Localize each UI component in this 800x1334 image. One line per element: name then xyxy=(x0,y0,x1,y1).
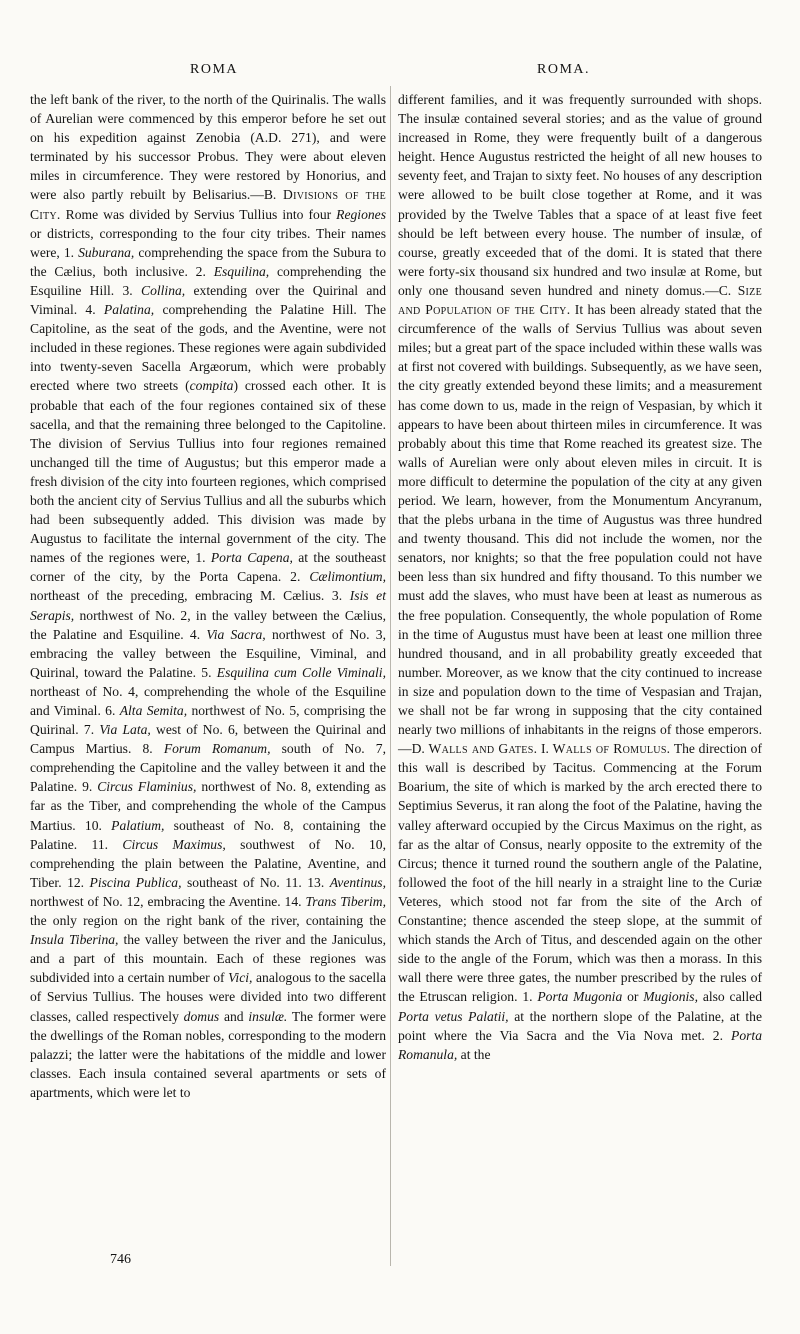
text-run: I. xyxy=(537,741,553,757)
text-run: at the southeast corner of the city, by the Porta Capena. 2. xyxy=(30,550,386,585)
italic-term: Palatium, xyxy=(111,817,165,833)
section-heading: Size and Population of the City. xyxy=(398,282,762,318)
text-run: the only region on the right bank of the river, containing the xyxy=(30,913,386,929)
italic-term: Porta Capena, xyxy=(210,550,293,566)
text-run: northwest of No. 3, embracing the valley between the Esquiline, Viminal, and Quirinal, toward the Palatine. 5. xyxy=(30,626,386,680)
italic-term: Collina, xyxy=(141,282,186,298)
text-run: or xyxy=(622,989,644,1005)
page-number: 746 xyxy=(110,1252,131,1267)
column-divider xyxy=(390,86,391,1266)
text-run: It has been already stated that the circumference of the walls of Servius Tullius was about seven miles; but a great part of the space included within these walls was at first not covered with buildings. Subsequently, as we have seen, the city greatly extended beyond these limits; and a measurement has come down to us, made in the reign of Vespasian, by which it appears to have been about thirteen miles in circumference. It was probably about this time that Rome reached its greatest size. The walls of Aurelian were only about eleven miles in circuit. It is more difficult to determine the population of the city at any given period. We learn, however, from the Monumentum Ancyranum, that the plebs urbana in the time of Augustus was three hundred and twenty thousand. This did not include the women, nor the senators, nor knights; so that the free population could not have been less than six hundred and fifty thousand. To this number we must add the slaves, who must have been at least as numerous as the free population. Consequently, the whole population of Rome in the time of Augustus must have been at least one million three hundred thousand, and in all probability greatly exceeded that number. Moreover, as we know that the city continued to increase in size and population down to the time of Vespasian and Trajan, we shall not be far wrong in supposing that the city contained nearly two millions of inhabitants in the reigns of those emperors.—D. xyxy=(398,302,763,757)
italic-term: domus xyxy=(183,1008,220,1024)
section-heading: Walls of Romulus. xyxy=(552,741,671,757)
text-run: ) crossed each other. It is probable that each of the four regiones contained six of these sacella, and that the remaining three belonged to the Capitoline. The division of Servius Tullius into four regiones remained unchanged till the time of Augustus; but this emperor made a fresh division of the city into fourteen regiones, which comprised both the ancient city of Servius Tullius and all the suburbs which had been subsequently added. This division was made by Augustus to facilitate the internal government of the city. The names of the regiones were, 1. xyxy=(30,378,387,566)
text-run: different families, and it was frequently surrounded with shops. The insulæ contained several stories; and as the value of ground increased in Rome, they were frequently built of a dangerous height. Hence Augustus restricted the height of all new houses to seventy feet, and Trajan to sixty feet. No houses of any description were allowed to be built close together at Rome, and it was provided by the Twelve Tables that a space of at least five feet should be left between every house. The number of insulæ, of course, greatly exceeded that of the domi. It is stated that there were forty-six thousand six hundred and two insulæ at Rome, but only one thousand seven hundred and ninety domus.—C. xyxy=(398,92,762,298)
left-column xyxy=(30,90,386,1102)
running-head-left: ROMA xyxy=(190,62,239,77)
italic-term: insulæ. xyxy=(248,1008,288,1024)
text-run: northwest of No. 2, in the valley between the Cælius, the Palatine and Esquiline. 4. xyxy=(30,607,386,642)
text-run: comprehending the Palatine Hill. The Capitoline, as the seat of the gods, and the Aventine, were not included in these regiones. These regiones were again subdivided into twenty-seven Sacella Argæorum, which were probably erected where two streets ( xyxy=(30,302,386,394)
italic-term: Vici, xyxy=(228,970,253,986)
italic-term: Circus Flaminius, xyxy=(97,779,197,795)
italic-term: Esquilina, xyxy=(213,263,270,279)
italic-term: Aventinus, xyxy=(329,874,386,890)
italic-term: Porta Romanula, xyxy=(398,1027,762,1062)
italic-term: Esquilina cum Colle Viminali, xyxy=(216,664,386,680)
italic-term: compita xyxy=(189,378,234,394)
italic-term: Cælimontium, xyxy=(309,569,386,585)
text-run: comprehending the Esquiline Hill. 3. xyxy=(30,263,386,298)
text-run: northeast of the preceding, embracing M. Cælius. 3. xyxy=(30,588,350,604)
text-run: northwest of No. 8, extending as far as the Tiber, and comprehending the whole of the Campus Martius. 10. xyxy=(30,779,386,833)
text-run: Rome was divided by Servius Tullius into four xyxy=(60,206,337,222)
italic-term: Palatina, xyxy=(103,302,155,318)
text-run: also called xyxy=(698,989,763,1005)
italic-term: Circus Maximus, xyxy=(122,836,226,852)
italic-term: Via Lata, xyxy=(99,722,151,738)
italic-term: Piscina Publica, xyxy=(89,874,182,890)
text-run: and xyxy=(219,1008,249,1024)
text-run: northwest of No. 12, embracing the Aventine. 14. xyxy=(30,893,306,909)
text-run: The former were the dwellings of the Roman nobles, corresponding to the modern palazzi; the latter were the habitations of the middle and lower classes. Each insula contained several apartments or sets of apartments, which were let to xyxy=(30,1008,386,1100)
text-run: the valley between the river and the Janiculus, and a part of this mountain. Each of these regiones was subdivided into a certain number of xyxy=(30,932,386,986)
text-run: west of No. 6, between the Quirinal and Campus Martius. 8. xyxy=(30,722,386,757)
italic-term: Insula Tiberina, xyxy=(30,932,119,948)
text-run: comprehending the space from the Subura to the Cælius, both inclusive. 2. xyxy=(30,244,386,279)
text-run: south of No. 7, comprehending the Capitoline and the valley between it and the Palatine. 9. xyxy=(30,741,386,795)
left-column-text xyxy=(30,90,386,1102)
text-run: southeast of No. 8, containing the Palatine. 11. xyxy=(30,817,386,852)
text-run: southwest of No. 10, comprehending the plain between the Palatine, Aventine, and Tiber. 12. xyxy=(30,836,386,890)
text-run: northwest of No. 5, comprising the Quirinal. 7. xyxy=(30,703,387,738)
italic-term: Trans Tiberim, xyxy=(305,893,387,909)
text-run: at the xyxy=(457,1046,491,1062)
italic-term: Isis et Serapis, xyxy=(30,588,386,623)
text-run: the left bank of the river, to the north of the Quirinalis. The walls of Aurelian were commenced by this emperor before he set out on his expedition against Zenobia (A.D. 271), and were terminated by his successor Probus. They were about eleven miles in circumference. They were restored by Honorius, and were also partly rebuilt by Belisarius.—B. xyxy=(30,92,386,203)
italic-term: Via Sacra, xyxy=(206,626,266,642)
italic-term: Porta vetus Palatii, xyxy=(398,1008,509,1024)
italic-term: Regiones xyxy=(336,206,386,222)
text-run: analogous to the sacella of Servius Tullius. The houses were divided into two different classes, called respectively xyxy=(30,970,386,1024)
section-heading: Divisions of the City. xyxy=(30,187,386,222)
text-run: northeast of No. 4, comprehending the whole of the Esquiline and Viminal. 6. xyxy=(30,683,386,718)
italic-term: Suburana, xyxy=(78,244,135,260)
running-head-right: ROMA. xyxy=(537,62,591,77)
text-run: at the northern slope of the Palatine, at the point where the Via Sacra and the Via Nova met. 2. xyxy=(398,1008,762,1043)
right-column xyxy=(398,90,762,1064)
text-run: The direction of this wall is described by Tacitus. Commencing at the Forum Boarium, the site of which is marked by the arch erected there to Septimius Severus, it ran along the foot of the Palatine, having the valley afterward occupied by the Circus Maximus on the right, as far as the altar of Consus, nearly opposite to the extremity of the Circus; thence it turned round the southern angle of the Palatine, followed the foot of the hill nearly in a straight line to the Curiæ Veteres, which stood not far from the site of the Arch of Constantine; thence ascended the steep slope, at the summit of which stands the Arch of Titus, and descended again on the other side to the angle of the Forum, which was then a morass. In this wall there were three gates, the number prescribed by the rules of the Etruscan religion. 1. xyxy=(398,741,762,1005)
italic-term: Forum Romanum, xyxy=(163,741,271,757)
section-heading: Walls and Gates. xyxy=(428,741,538,757)
text-run: extending over the Quirinal and Viminal. 4. xyxy=(30,282,386,318)
italic-term: Porta Mugonia xyxy=(537,989,623,1005)
right-column-text xyxy=(398,90,762,1064)
italic-term: Mugionis, xyxy=(643,989,698,1005)
text-run: southeast of No. 11. 13. xyxy=(181,874,330,890)
text-run: or districts, corresponding to the four city tribes. Their names were, 1. xyxy=(30,225,386,260)
italic-term: Alta Semita, xyxy=(119,703,188,718)
